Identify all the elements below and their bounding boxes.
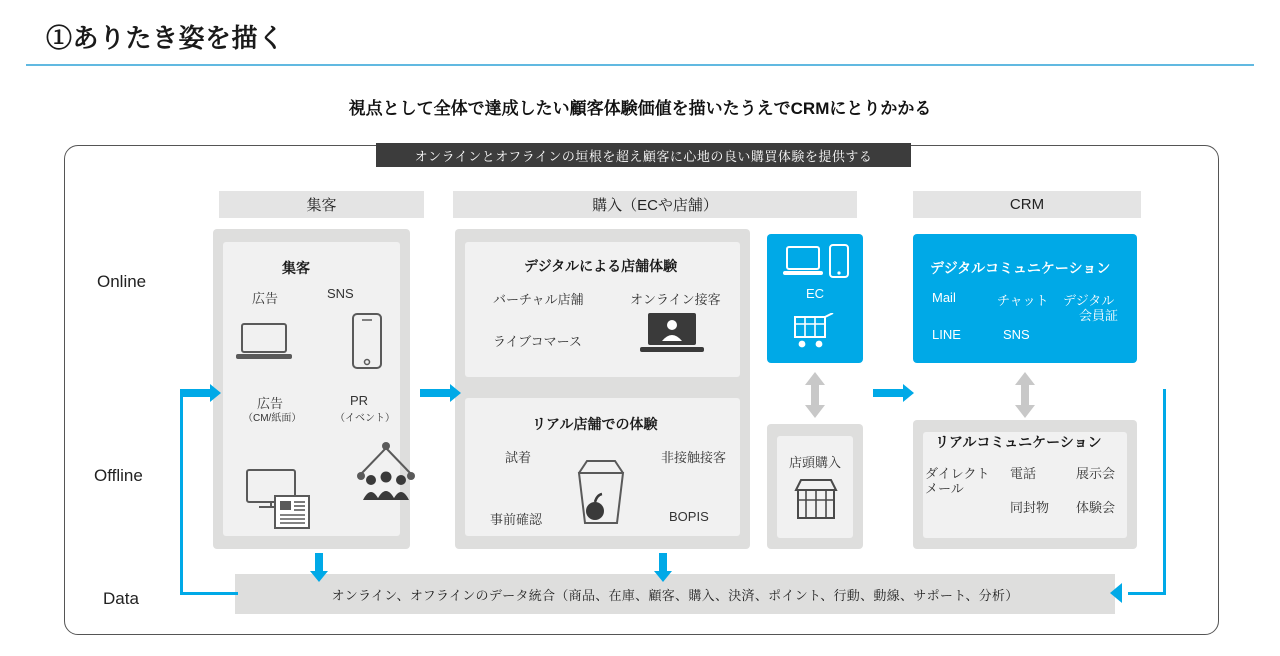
online-service-laptop-icon (640, 313, 704, 364)
connector-left-horizontal (180, 592, 238, 595)
acquisition-pr-label: PR (350, 393, 369, 408)
acquisition-offline-ad-label: 広告 (257, 396, 284, 411)
laptop-icon (236, 322, 292, 369)
event-people-icon (355, 440, 417, 505)
arrow-purchase-to-data (659, 553, 667, 571)
data-integration-bar: オンライン、オフラインのデータ統合（商品、在庫、顧客、購入、決済、ポイント、行動、動線、サポート、分析） (235, 574, 1115, 614)
ec-label: EC (805, 286, 825, 301)
live-commerce-label: ライブコマース (493, 334, 582, 349)
contactless-label: 非接触接客 (661, 450, 727, 465)
arrow-to-acquisition (180, 389, 210, 397)
fitting-label: 試着 (505, 450, 532, 465)
shopping-bag-icon (565, 455, 637, 532)
storefront-icon (793, 478, 839, 527)
crm-experience-event-label: 体験会 (1076, 500, 1116, 515)
crm-sns-label: SNS (1003, 327, 1030, 342)
store-purchase-label: 店頭購入 (788, 455, 841, 470)
acquisition-ad-label: 広告 (252, 291, 279, 306)
virtual-store-label: バーチャル店舗 (493, 292, 584, 307)
shopping-cart-icon (793, 313, 837, 356)
row-label-offline: Offline (94, 466, 143, 485)
row-label-data: Data (103, 589, 139, 608)
crm-direct-mail-label-2: メール (925, 481, 964, 496)
connector-right-horizontal (1128, 592, 1166, 595)
title-divider-accent (26, 64, 1254, 66)
crm-digital-member-label-2: 会員証 (1079, 308, 1119, 323)
crm-chat-label: チャット (997, 293, 1049, 308)
column-header-crm: CRM (913, 191, 1141, 218)
crm-insert-label: 同封物 (1010, 500, 1050, 515)
connector-right-vertical (1163, 389, 1166, 594)
tv-newspaper-icon (245, 468, 317, 535)
bopis-label: BOPIS (669, 509, 709, 524)
acquisition-sns-label: SNS (327, 286, 354, 301)
crm-digital-member-label-1: デジタル (1063, 293, 1115, 308)
ec-laptop-icon (783, 246, 823, 283)
row-label-online: Online (97, 272, 147, 291)
column-header-purchase: 購入（ECや店舗） (453, 191, 857, 218)
crm-exhibition-label: 展示会 (1076, 466, 1116, 481)
page-subtitle: 視点として全体で達成したい顧客体験価値を描いたうえでCRMにとりかかる (348, 99, 932, 118)
double-arrow-crm (1014, 372, 1036, 418)
arrow-purchase-to-crm (873, 389, 903, 397)
arrow-acquisition-to-data (315, 553, 323, 571)
pre-check-label: 事前確認 (490, 512, 543, 527)
ec-smartphone-icon (829, 244, 849, 283)
acquisition-offline-ad-sublabel: （CM/紙面） (243, 413, 302, 424)
smartphone-icon (351, 312, 383, 375)
connector-right-arrowhead (1110, 583, 1122, 603)
connector-left-vertical (180, 389, 183, 594)
banner-label: オンラインとオフラインの垣根を超え顧客に心地の良い購買体験を提供する (376, 143, 911, 167)
double-arrow-ec-store (804, 372, 826, 418)
acquisition-pr-sublabel: （イベント） (335, 413, 395, 424)
page-title: ①ありたき姿を描く (46, 23, 285, 53)
digital-store-experience-title: デジタルによる店舗体験 (524, 258, 678, 274)
online-service-label: オンライン接客 (630, 292, 721, 307)
crm-direct-mail-label-1: ダイレクト (925, 466, 990, 481)
crm-mail-label: Mail (932, 290, 956, 305)
crm-telephone-label: 電話 (1010, 466, 1037, 481)
real-store-experience-title: リアル店舗での体験 (532, 416, 658, 432)
arrow-acquisition-to-purchase (420, 389, 450, 397)
crm-line-label: LINE (932, 327, 961, 342)
column-header-acquisition: 集客 (219, 191, 424, 218)
acquisition-title: 集客 (282, 260, 310, 276)
real-communication-title: リアルコミュニケーション (935, 434, 1102, 450)
digital-communication-title: デジタルコミュニケーション (930, 260, 1111, 276)
